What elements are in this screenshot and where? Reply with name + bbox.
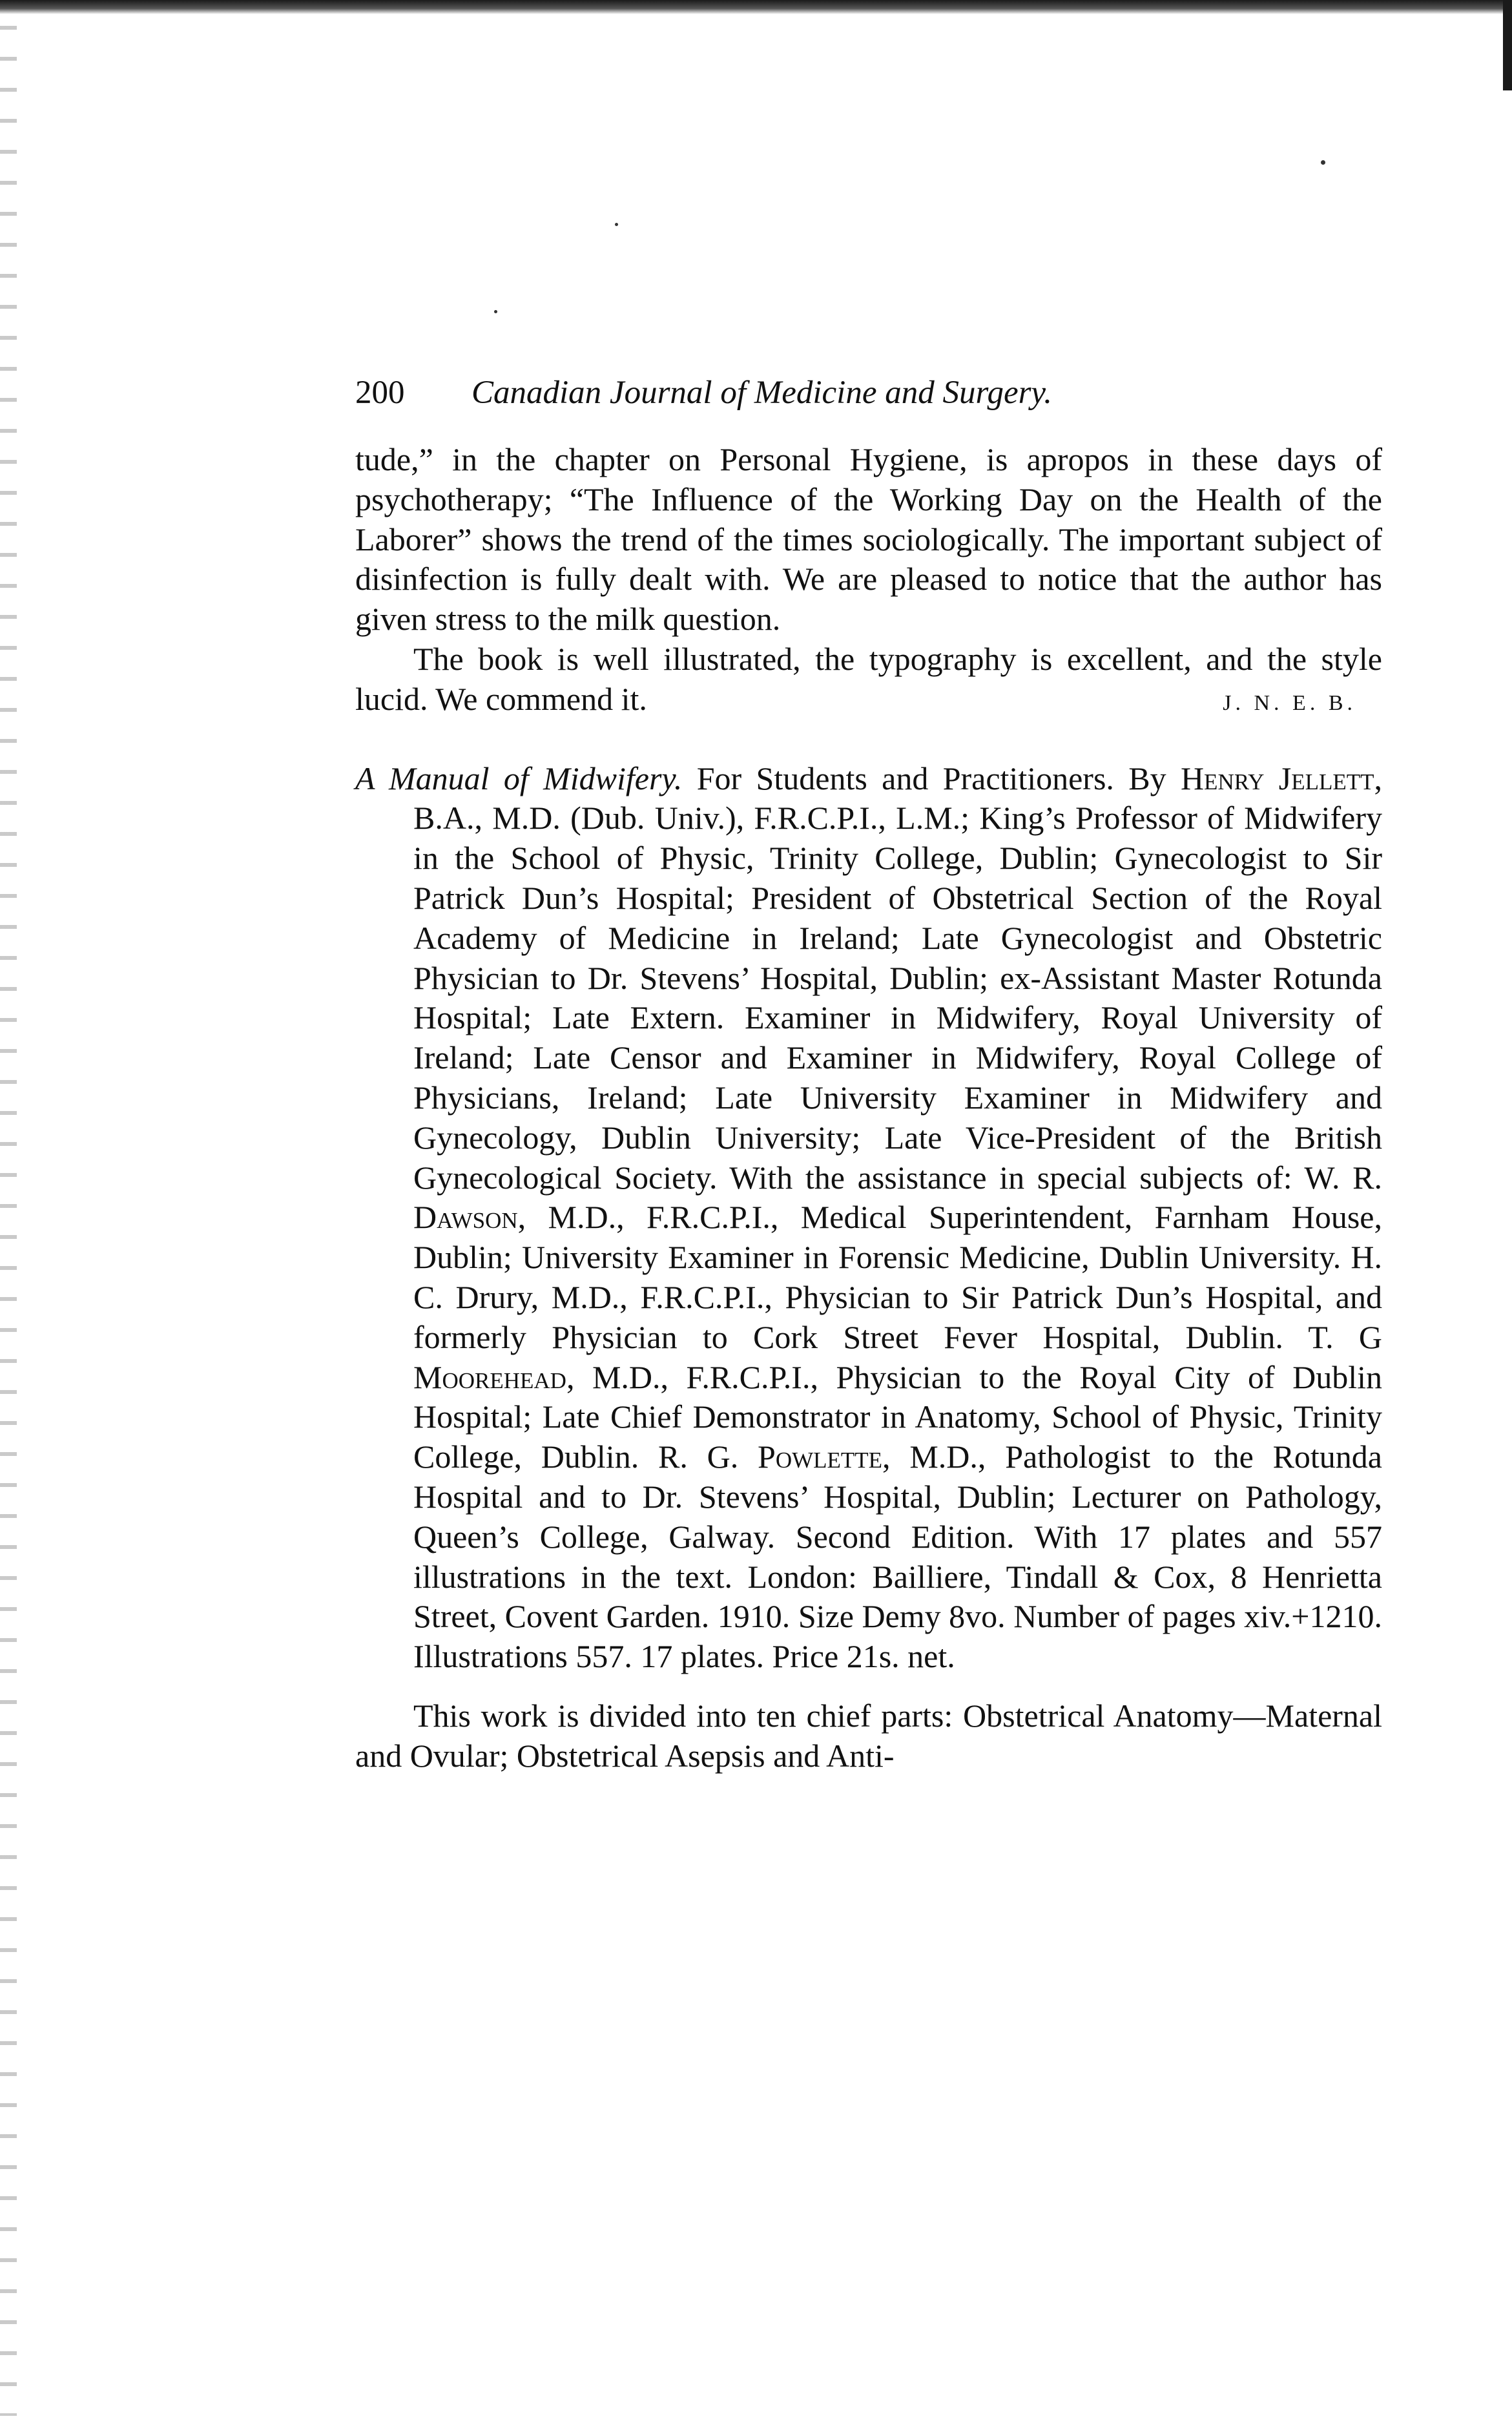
scan-speck: [1321, 160, 1325, 165]
book-subtitle: For Students and Practitioners. By: [682, 760, 1181, 796]
review-continuation-paragraph: tude,” in the chapter on Personal Hygiene, is apropos in these days of psychotherapy; “The Influence of the Working Day on the Health of the Laborer” shows the trend of the times sociologically. The important subject of disinfection is fully dealt with. We are pleased to notice that the author has given stress to the milk question.: [355, 441, 1382, 638]
review-body-paragraph: This work is divided into ten chief parts: Obstetrical Anatomy—Maternal and Ovular; Obstetrical Asepsis and Anti-: [355, 1697, 1382, 1774]
book-entry: [355, 759, 1382, 1677]
scan-speck: [615, 223, 618, 226]
review-closing-text: The book is well illustrated, the typography is excellent, and the style lucid. We commend it.: [355, 640, 1382, 717]
scan-border-top: [0, 0, 1512, 14]
running-head: [355, 371, 1382, 414]
author-credentials: B.A., M.D. (Dub. Univ.), F.R.C.P.I., L.M.; King’s Professor of Midwifery in the School of Physic, Trinity College, Dublin; Gynecologist to Sir Patrick Dun’s Hospital; President of Obstetrical Section of the Royal Academy of Medicine in Ireland; Late Gynecologist and Obstetric Physician to Dr. Stevens’ Hospital, Dublin; ex-Assistant Master Rotunda Hospital; Late Extern. Examiner in Midwifery, Royal University of Ireland; Late Censor and Examiner in Midwifery, Royal College of Physicians, Ireland; Late University Examiner in Midwifery and Gynecology, Dublin University; Late Vice-President of the British Gynecological Society. With the assistance in special subjects of: W. R.: [413, 800, 1382, 1196]
scan-border-right: [1503, 0, 1512, 90]
journal-page: [355, 371, 1382, 1776]
contributor-powlette: Powlette,: [758, 1439, 891, 1475]
scan-speck: [494, 310, 497, 313]
contributor-moorehead: Moorehead,: [413, 1358, 575, 1395]
book-author: Henry Jellett,: [1180, 760, 1382, 796]
contributor-moorehead-details: M.D., F.R.C.P.I., Physician to the Royal City of Dublin Hospital; Late Chief Demonstrator in Anatomy, School of Physic, Trinity College, Dublin. R. G.: [413, 1358, 1382, 1475]
page-number: 200: [355, 375, 405, 411]
reviewer-initials: J. N. E. B.: [1223, 691, 1356, 715]
book-title: A Manual of Midwifery.: [355, 760, 683, 796]
contributor-dawson: Dawson,: [413, 1199, 526, 1236]
contributor-dawson-details: M.D., F.R.C.P.I., Medical Superintendent, Farnham House, Dublin; University Examiner in Forensic Medicine, Dublin University. H. C. Drury, M.D., F.R.C.P.I., Physician to Sir Patrick Dun’s Hospital, and formerly Physician to Cork Street Fever Hospital, Dublin. T. G: [413, 1199, 1382, 1355]
journal-title: Canadian Journal of Medicine and Surgery.: [471, 375, 1052, 411]
scan-border-left: [0, 26, 17, 2416]
contributor-powlette-details: M.D., Pathologist to the Rotunda Hospital and to Dr. Stevens’ Hospital, Dublin; Lecturer on Pathology, Queen’s College, Galway. Second Edition. With 17 plates and 557 illustrations in the text. London: Bailliere, Tindall & Cox, 8 Henrietta Street, Covent Garden. 1910. Size Demy 8vo. Number of pages xiv.+1210. Illustrations 557. 17 plates. Price 21s. net.: [413, 1439, 1382, 1675]
